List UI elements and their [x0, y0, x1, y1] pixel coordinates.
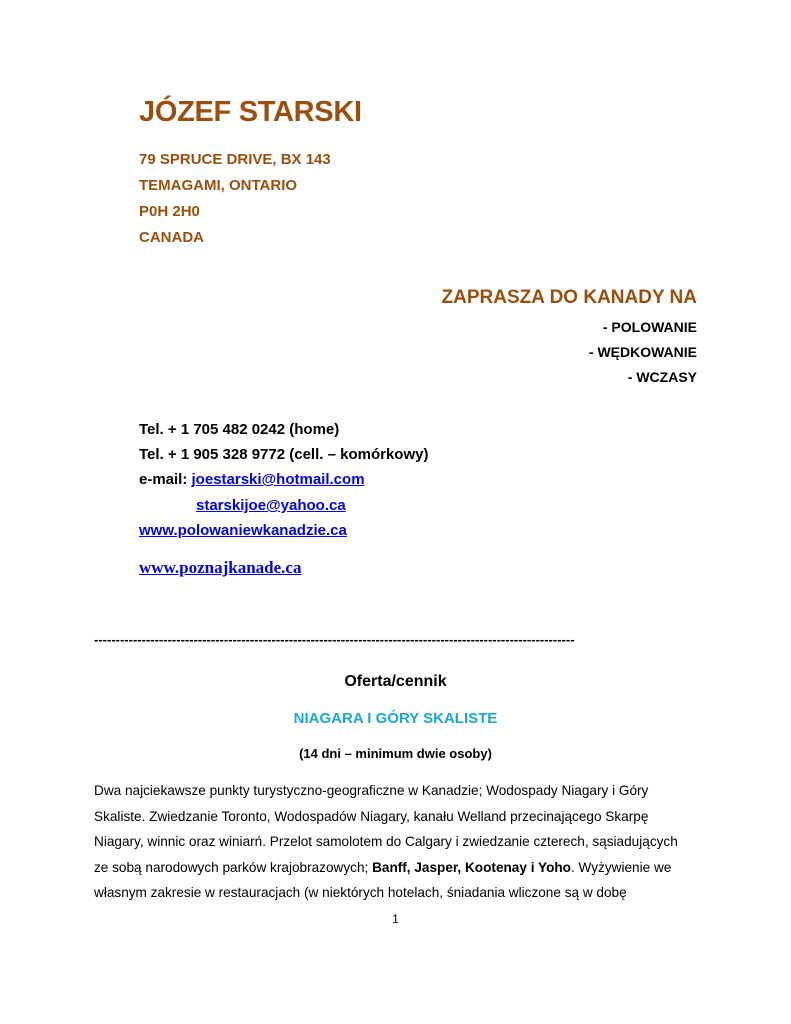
offer-item-vacation: - WCZASY	[627, 369, 697, 385]
sender-name: JÓZEF STARSKI	[139, 96, 362, 128]
paragraph-text: ze sobą narodowych parków krajobrazowych;	[94, 859, 373, 875]
offer-item-fishing: - WĘDKOWANIE	[588, 344, 697, 360]
email-link-yahoo[interactable]: starskijoe@yahoo.ca	[196, 497, 346, 514]
website-link-polowanie[interactable]: www.polowaniewkanadzie.ca	[139, 522, 347, 539]
park-names: Banff, Jasper, Kootenay i Yoho	[372, 859, 571, 875]
paragraph-text: . Wyżywienie we	[570, 859, 672, 875]
address-line-city: TEMAGAMI, ONTARIO	[139, 177, 298, 194]
website-link-poznajkanade[interactable]: www.poznajkanade.ca	[139, 558, 302, 577]
paragraph-line: Niagary, winnic oraz winiarń. Przelot samolotem do Calgary i zwiedzanie czterech, sąsiadujących	[94, 834, 678, 849]
trip-description	[94, 778, 698, 906]
trip-subtitle: (14 dni – minimum dwie osoby)	[299, 746, 492, 761]
paragraph-line: Skaliste. Zwiedzanie Toronto, Wodospadów Niagary, kanału Welland przecinającego Skarpę	[94, 808, 649, 824]
phone-cell: Tel. + 1 905 328 9772 (cell. – komórkowy)	[139, 446, 429, 463]
email-link-hotmail[interactable]: joestarski@hotmail.com	[191, 471, 365, 488]
website-row-secondary	[139, 558, 301, 578]
section-divider: ---------------------------------------------------------------------------------------------------------------	[94, 632, 575, 647]
email-row	[139, 471, 365, 488]
website-row-primary	[139, 522, 347, 539]
address-line-country: CANADA	[139, 229, 204, 246]
page-number: 1	[392, 912, 399, 926]
phone-home: Tel. + 1 705 482 0242 (home)	[139, 421, 340, 438]
address-line-postal: P0H 2H0	[139, 203, 200, 220]
email-row-secondary	[196, 497, 346, 514]
invitation-title: ZAPRASZA DO KANADY NA	[441, 287, 697, 308]
paragraph-line: własnym zakresie w restauracjach (w niektórych hotelach, śniadania wliczone są w dobę	[94, 885, 627, 900]
paragraph-line	[94, 855, 698, 881]
trip-title: NIAGARA I GÓRY SKALISTE	[293, 710, 498, 727]
offer-item-hunting: - POLOWANIE	[602, 319, 697, 335]
offer-title: Oferta/cennik	[344, 673, 447, 690]
address-line-street: 79 SPRUCE DRIVE, BX 143	[139, 151, 331, 168]
email-label: e-mail:	[139, 471, 192, 488]
paragraph-line: Dwa najciekawsze punkty turystyczno-geograficzne w Kanadzie; Wodospady Niagary i Góry	[94, 783, 649, 798]
